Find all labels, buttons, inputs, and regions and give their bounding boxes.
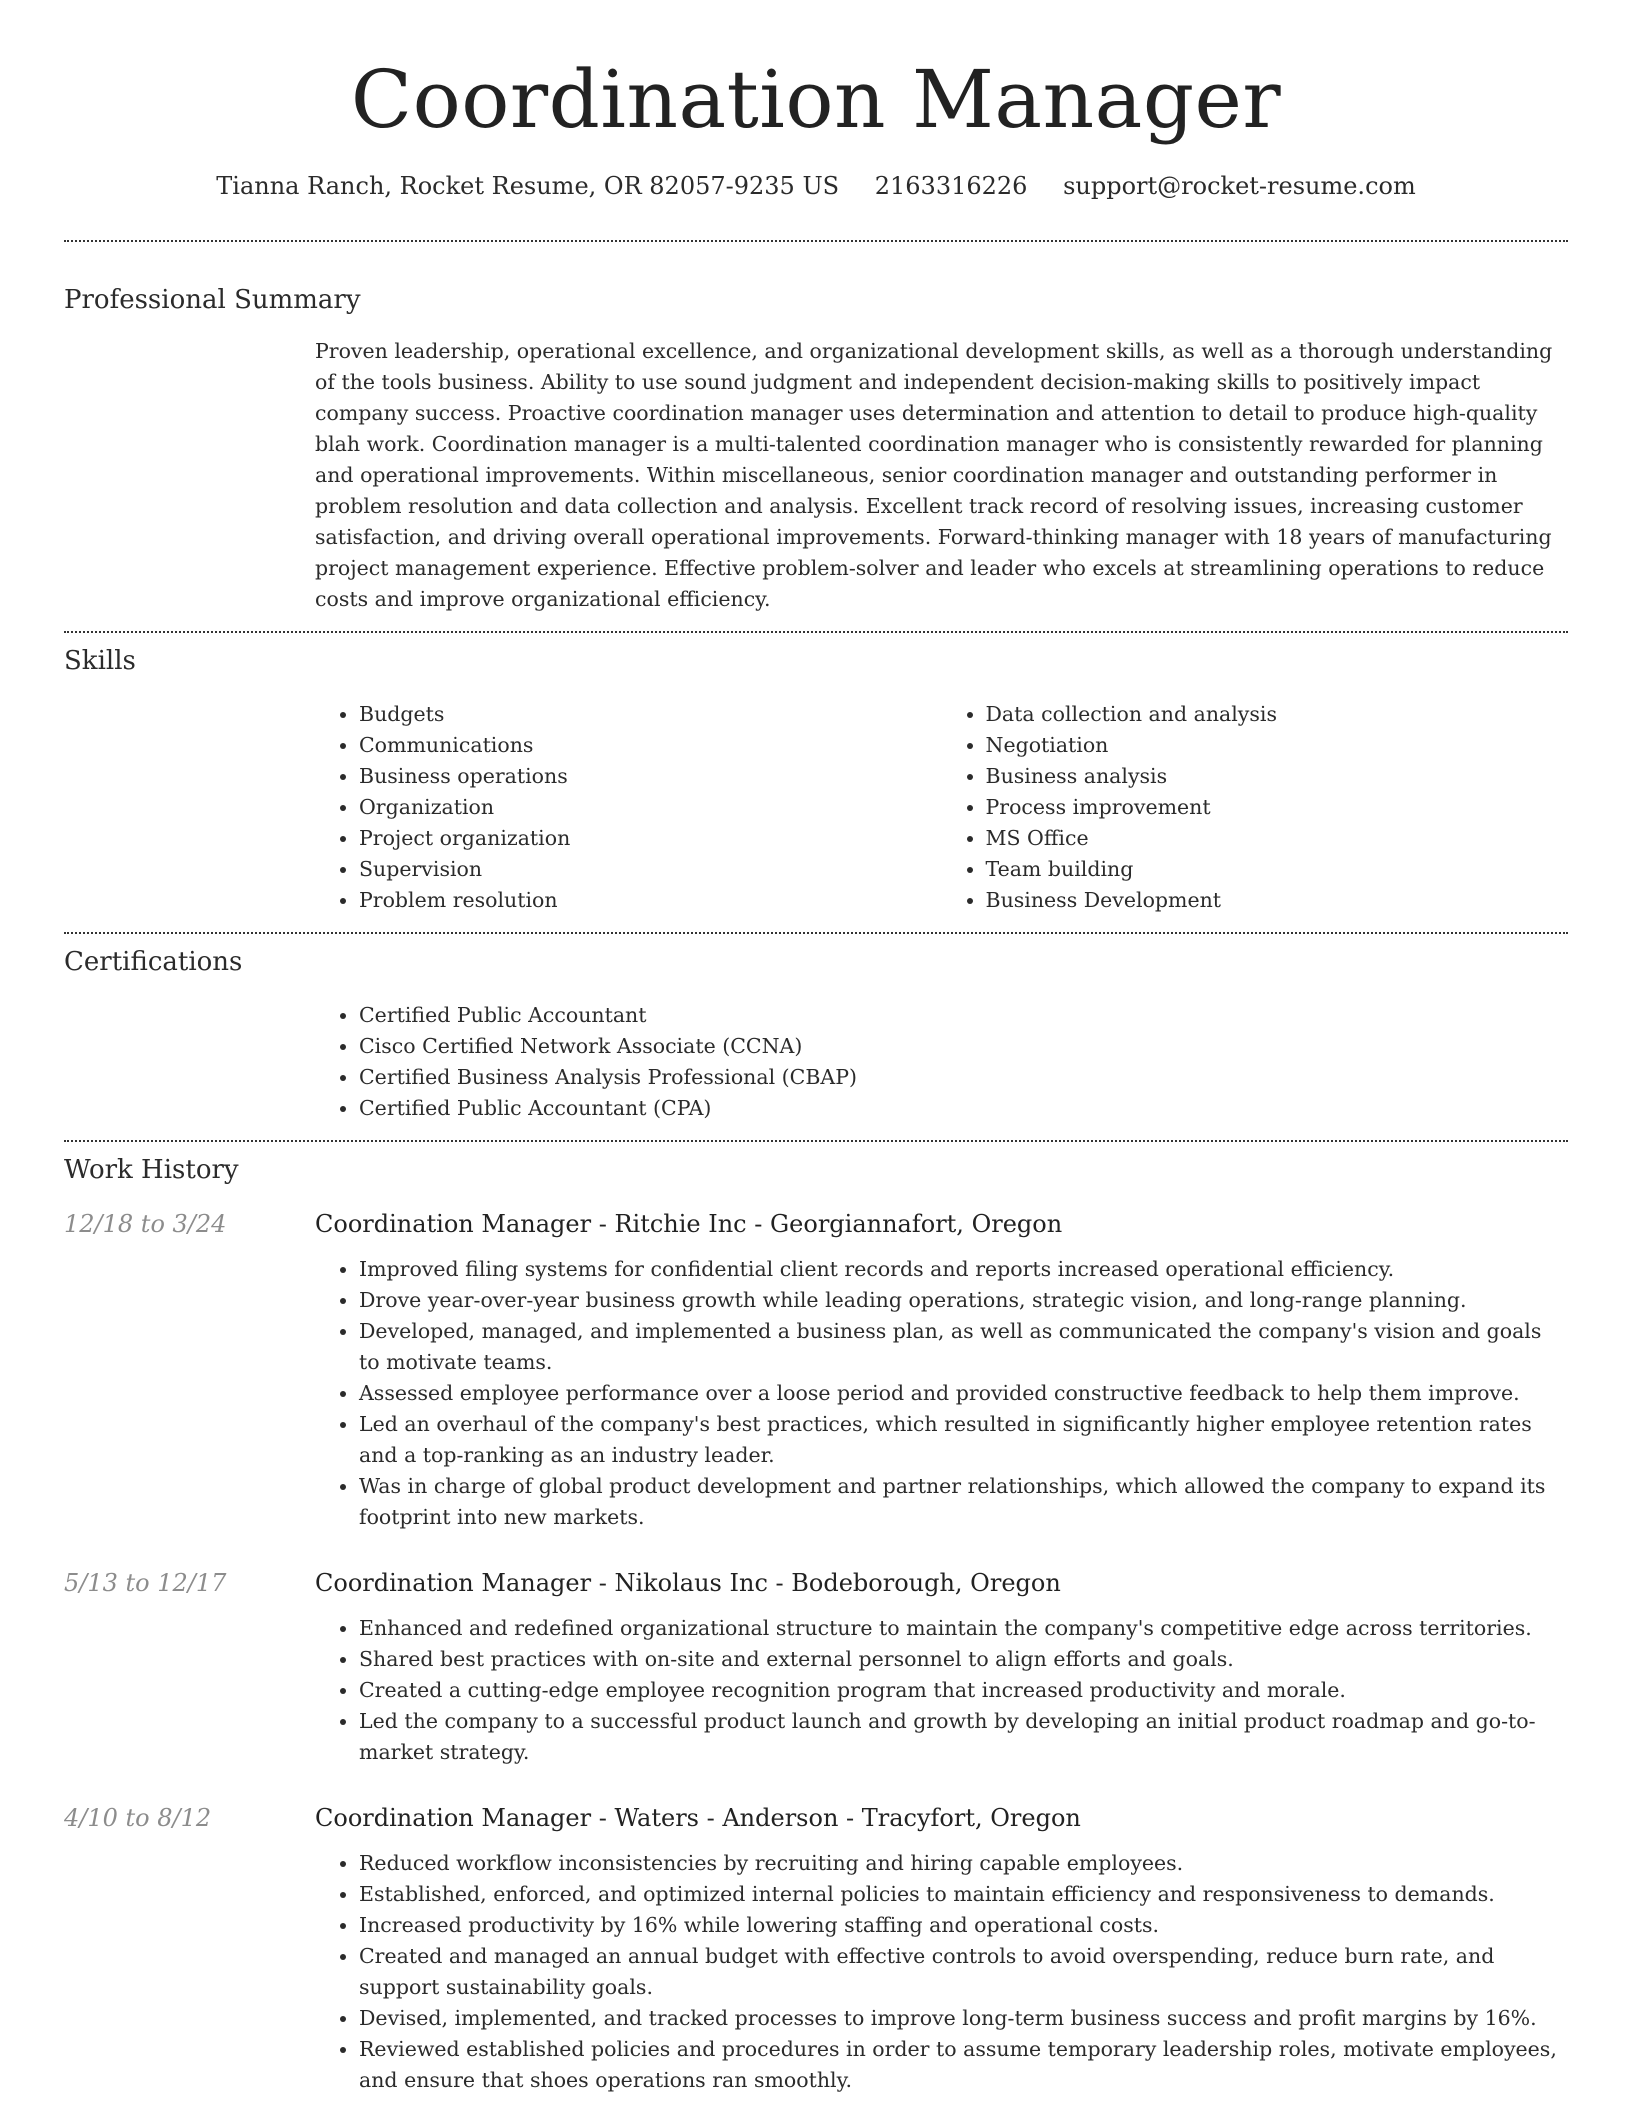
skills-heading: Skills <box>64 646 136 676</box>
certification-item: • Certified Public Accountant <box>359 1000 1568 1031</box>
job-bullet: • Created a cutting-edge employee recognition program that increased productivity and morale. <box>359 1675 1568 1706</box>
job-bullet: • Drove year-over-year business growth while leading operations, strategic vision, and long-range planning. <box>359 1285 1568 1316</box>
job-date: 12/18 to 3/24 <box>64 1210 227 1238</box>
job-entry <box>64 1567 1568 1768</box>
page-title: Coordination Manager <box>350 53 1282 146</box>
divider-skills <box>64 932 1568 934</box>
job-date: 5/13 to 12/17 <box>64 1569 227 1597</box>
skill-item: • MS Office <box>986 823 1569 854</box>
job-bullet: • Enhanced and redefined organizational structure to maintain the company's competitive edge across territories. <box>359 1613 1568 1644</box>
skill-item: • Budgets <box>359 699 942 730</box>
work-jobs <box>64 1208 1568 2096</box>
job-bullet: • Devised, implemented, and tracked processes to improve long-term business success and profit margins by 16%. <box>359 2003 1568 2034</box>
skill-item: • Negotiation <box>986 730 1569 761</box>
job-bullet: • Developed, managed, and implemented a business plan, as well as communicated the company's vision and goals to motivate teams. <box>359 1316 1568 1378</box>
skill-item: • Project organization <box>359 823 942 854</box>
resume-header <box>64 0 1568 202</box>
job-bullet: • Led the company to a successful product launch and growth by developing an initial product roadmap and go-to-market strategy. <box>359 1706 1568 1768</box>
job-bullet-list <box>315 1254 1568 1533</box>
job-bullet: • Was in charge of global product development and partner relationships, which allowed the company to expand its footprint into new markets. <box>359 1471 1568 1533</box>
contact-line <box>64 170 1568 202</box>
job-date: 4/10 to 8/12 <box>64 1804 212 1832</box>
contact-address: Tianna Ranch, Rocket Resume, OR 82057-9235 US <box>216 172 840 200</box>
job-bullet: • Improved filing systems for confidential client records and reports increased operational efficiency. <box>359 1254 1568 1285</box>
job-bullet: • Shared best practices with on-site and external personnel to align efforts and goals. <box>359 1644 1568 1675</box>
contact-phone: 2163316226 <box>874 172 1028 200</box>
divider-header <box>64 240 1568 242</box>
divider-summary <box>64 631 1568 633</box>
summary-section <box>64 284 1568 615</box>
job-entry <box>64 1208 1568 1533</box>
job-bullet-list <box>315 1848 1568 2096</box>
work-heading: Work History <box>64 1155 239 1185</box>
skill-item: • Organization <box>359 792 942 823</box>
job-bullet-list <box>315 1613 1568 1768</box>
divider-certifications <box>64 1140 1568 1142</box>
skill-item: • Team building <box>986 854 1569 885</box>
skill-item: • Business analysis <box>986 761 1569 792</box>
job-title: Coordination Manager - Nikolaus Inc - Bodeborough, Oregon <box>315 1569 1061 1597</box>
job-bullet: • Reduced workflow inconsistencies by recruiting and hiring capable employees. <box>359 1848 1568 1879</box>
skill-item: • Business operations <box>359 761 942 792</box>
skills-columns <box>315 699 1568 916</box>
summary-text: Proven leadership, operational excellence, and organizational development skills, as well as a thorough understanding of the tools business. Ability to use sound judgment and independent decision-making skills to positively impact company success. Proactive coordination manager uses determination and attention to detail to produce high-quality blah work. Coordination manager is a multi-talented coordination manager who is consistently rewarded for planning and operational improvements. Within miscellaneous, senior coordination manager and outstanding performer in problem resolution and data collection and analysis. Excellent track record of resolving issues, increasing customer satisfaction, and driving overall operational improvements. Forward-thinking manager with 18 years of manufacturing project management experience. Effective problem-solver and leader who excels at streamlining operations to reduce costs and improve organizational efficiency. <box>315 339 1553 611</box>
skill-item: • Communications <box>359 730 942 761</box>
job-title: Coordination Manager - Waters - Anderson - Tracyfort, Oregon <box>315 1804 1081 1832</box>
job-title: Coordination Manager - Ritchie Inc - Georgiannafort, Oregon <box>315 1210 1063 1238</box>
skill-item: • Business Development <box>986 885 1569 916</box>
summary-heading: Professional Summary <box>64 285 361 315</box>
skills-section <box>64 645 1568 916</box>
certifications-section <box>64 946 1568 1124</box>
job-bullet: • Reviewed established policies and procedures in order to assume temporary leadership roles, motivate employees, and ensure that shoes operations ran smoothly. <box>359 2034 1568 2096</box>
certifications-heading: Certifications <box>64 947 243 977</box>
job-bullet: • Established, enforced, and optimized internal policies to maintain efficiency and responsiveness to demands. <box>359 1879 1568 1910</box>
job-entry <box>64 1802 1568 2096</box>
job-bullet: • Led an overhaul of the company's best practices, which resulted in significantly higher employee retention rates and a top-ranking as an industry leader. <box>359 1409 1568 1471</box>
job-details <box>315 1208 1568 1533</box>
certification-item: • Certified Public Accountant (CPA) <box>359 1093 1568 1124</box>
contact-email: support@rocket-resume.com <box>1063 172 1416 200</box>
work-section <box>64 1154 1568 2096</box>
job-details <box>315 1567 1568 1768</box>
job-bullet: • Assessed employee performance over a loose period and provided constructive feedback to help them improve. <box>359 1378 1568 1409</box>
job-bullet: • Created and managed an annual budget with effective controls to avoid overspending, reduce burn rate, and support sustainability goals. <box>359 1941 1568 2003</box>
job-bullet: • Increased productivity by 16% while lowering staffing and operational costs. <box>359 1910 1568 1941</box>
skill-item: • Process improvement <box>986 792 1569 823</box>
certifications-body <box>315 1000 1568 1124</box>
certification-item: • Certified Business Analysis Professional (CBAP) <box>359 1062 1568 1093</box>
skill-item: • Problem resolution <box>359 885 942 916</box>
job-details <box>315 1802 1568 2096</box>
skill-item: • Data collection and analysis <box>986 699 1569 730</box>
skills-list-right <box>942 699 1569 916</box>
certifications-list <box>315 1000 1568 1124</box>
skills-list-left <box>315 699 942 916</box>
certification-item: • Cisco Certified Network Associate (CCNA) <box>359 1031 1568 1062</box>
resume-page <box>64 0 1568 2096</box>
skill-item: • Supervision <box>359 854 942 885</box>
